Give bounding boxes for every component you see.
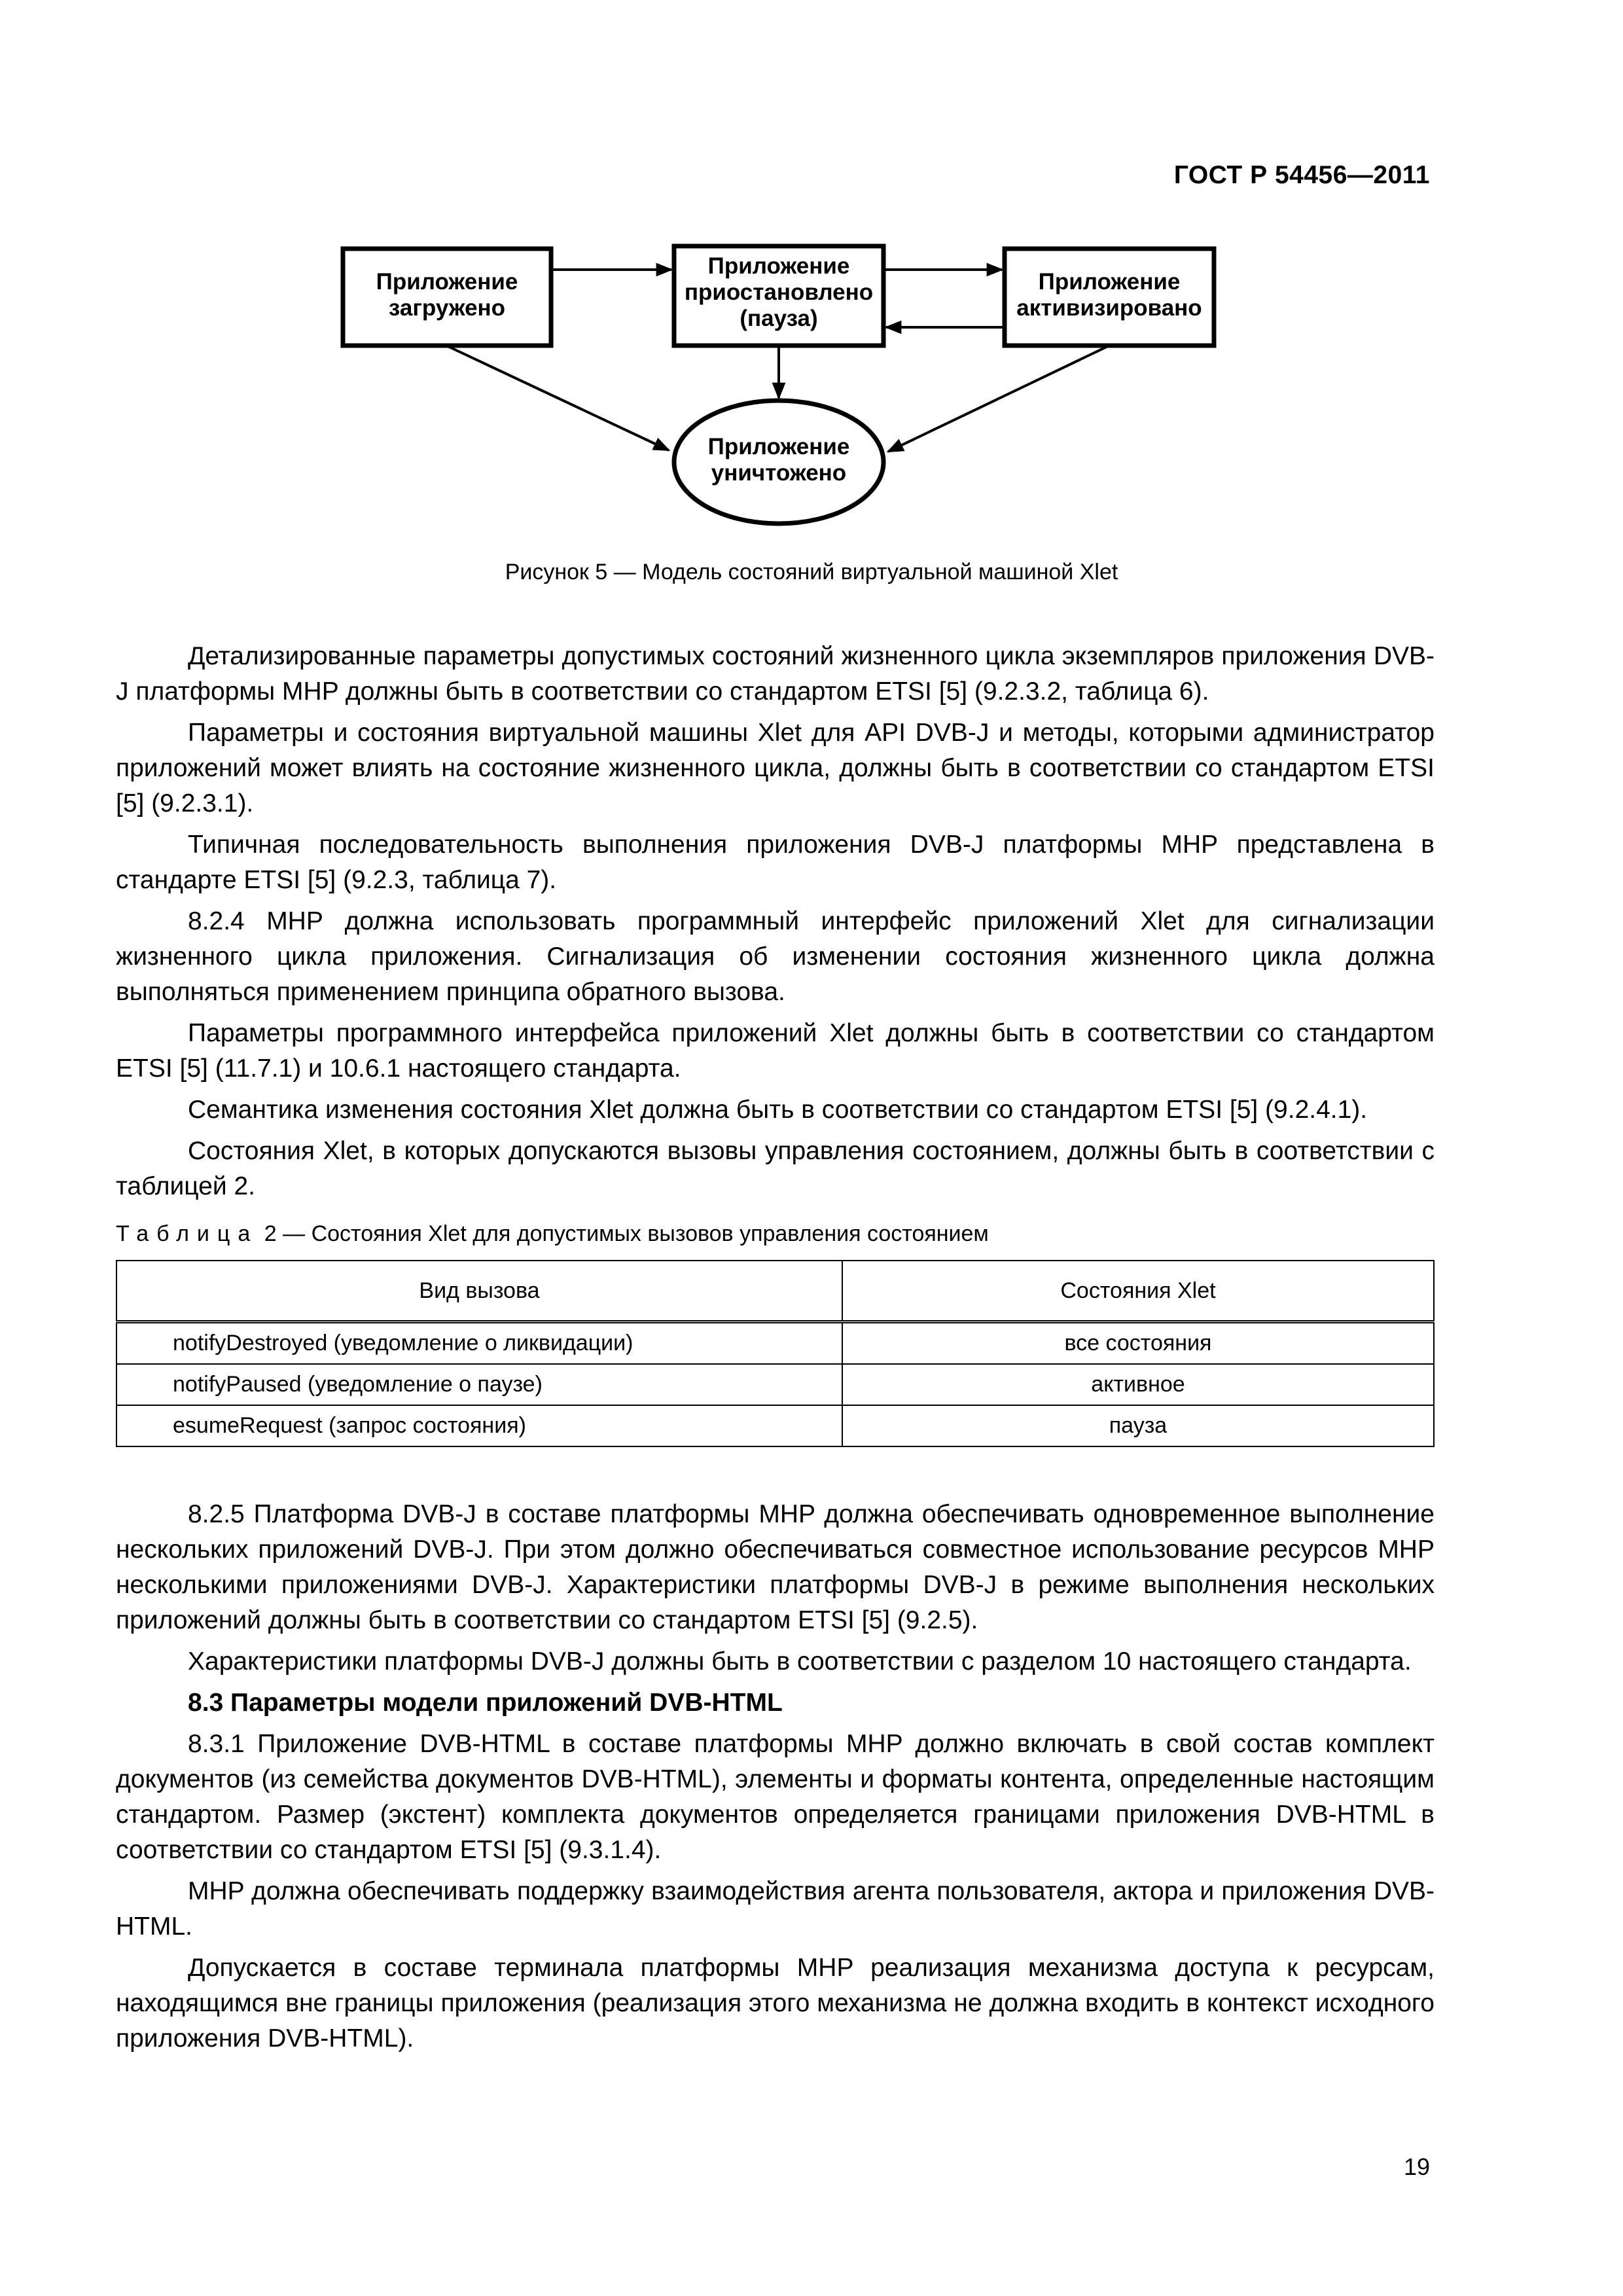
node-paused-label-2: приостановлено: [684, 279, 874, 305]
table-header-cell: Состояния Xlet: [842, 1261, 1434, 1322]
node-loaded-label-1: Приложение: [376, 269, 518, 295]
node-paused-label-3: (пауза): [740, 306, 818, 331]
table-title: [116, 1221, 989, 1247]
paragraph: Состояния Xlet, в которых допускаются вызовы управления состоянием, должны быть в соответствии с таблицей 2.: [116, 1137, 1435, 1200]
table-row: [116, 1364, 1434, 1405]
paragraph: Семантика изменения состояния Xlet должна быть в соответствии со стандартом ETSI [5] (9.2.4.1).: [188, 1096, 1368, 1124]
paragraph: Параметры программного интерфейса приложений Xlet должны быть в соответствии со стандартом ETSI [5] (11.7.1) и 10.6.1 настоящего стандарта.: [116, 1019, 1435, 1083]
page-number: 19: [1403, 2153, 1430, 2180]
table-cell: пауза: [842, 1405, 1434, 1446]
document-id: ГОСТ Р 54456—2011: [1173, 161, 1430, 189]
paragraph: Допускается в составе терминала платформы MHP реализация механизма доступа к ресурсам, находящимся вне границы приложения (реализация этого механизма не должна входить в контекст исходного приложения DVB-HTML).: [116, 1954, 1435, 2053]
table-cell: esumeRequest (запрос состояния): [116, 1405, 842, 1446]
table-header-row: [116, 1261, 1434, 1322]
paragraph: 8.2.5 Платформа DVB-J в составе платформы MHP должна обеспечивать одновременное выполнение нескольких приложений DVB-J. При этом должно обеспечиваться совместное использование ресурсов MHP несколькими приложениями DVB-J. Характеристики платформы DVB-J в режиме выполнения нескольких приложений должны быть в соответствии со стандартом ETSI [5] (9.2.5).: [116, 1500, 1435, 1634]
paragraph: 8.3.1 Приложение DVB-HTML в составе платформы MHP должно включать в свой состав комплект документов (из семейства документов DVB-HTML), элементы и форматы контента, определенные настоящим стандартом. Размер (экстент) комплекта документов определяется границами приложения DVB-HTML в соответствии со стандартом ETSI [5] (9.3.1.4).: [116, 1730, 1435, 1864]
table-row: [116, 1405, 1434, 1446]
paragraph: 8.2.4 MHP должна использовать программный интерфейс приложений Xlet для сигнализации жизненного цикла приложения. Сигнализация об изменении состояния жизненного цикла должна выполняться применением принципа обратного вызова.: [116, 907, 1435, 1006]
state-diagram: [0, 0, 1623, 543]
arrow-loaded-to-destroyed: [446, 346, 669, 450]
table-title-text: — Состояния Xlet для допустимых вызовов управления состоянием: [283, 1221, 989, 1246]
table-row: [116, 1322, 1434, 1365]
arrow-active-to-destroyed: [888, 346, 1109, 452]
body-bottom: [116, 1497, 1435, 2062]
table-cell: активное: [842, 1364, 1434, 1405]
paragraph: Параметры и состояния виртуальной машины Xlet для API DVB-J и методы, которыми администратор приложений может влиять на состояние жизненного цикла, должны быть в соответствии со стандартом ETSI [5] (9.2.3.1).: [116, 719, 1435, 817]
node-destroyed-label-1: Приложение: [707, 434, 850, 459]
node-destroyed-label-2: уничтожено: [711, 460, 847, 486]
node-loaded-label-2: загружено: [388, 295, 506, 321]
figure-caption: Рисунок 5 — Модель состояний виртуальной машиной Xlet: [505, 560, 1118, 584]
paragraph: Характеристики платформы DVB-J должны быть в соответствии с разделом 10 настоящего стандарта.: [188, 1647, 1412, 1676]
node-paused-label-1: Приложение: [707, 253, 850, 279]
table-cell: notifyPaused (уведомление о паузе): [116, 1364, 842, 1405]
paragraph: MHP должна обеспечивать поддержку взаимодействия агента пользователя, актора и приложения DVB-HTML.: [116, 1877, 1435, 1941]
paragraph: Типичная последовательность выполнения приложения DVB-J платформы MHP представлена в стандарте ETSI [5] (9.2.3, таблица 7).: [116, 831, 1435, 894]
body-top: [116, 639, 1435, 1210]
table-label: Таблица: [116, 1221, 259, 1246]
node-active-label-2: активизировано: [1016, 295, 1202, 321]
table-cell: все состояния: [842, 1322, 1434, 1365]
table-number: 2: [264, 1221, 277, 1246]
node-active-label-1: Приложение: [1038, 269, 1181, 295]
paragraph: Детализированные параметры допустимых состояний жизненного цикла экземпляров приложения DVB-J платформы MHP должны быть в соответствии со стандартом ETSI [5] (9.2.3.2, таблица 6).: [116, 642, 1435, 706]
section-heading: 8.3 Параметры модели приложений DVB-HTML: [188, 1689, 783, 1717]
table-header-cell: Вид вызова: [116, 1261, 842, 1322]
table-cell: notifyDestroyed (уведомление о ликвидации): [116, 1322, 842, 1365]
xlet-states-table: [116, 1260, 1435, 1447]
